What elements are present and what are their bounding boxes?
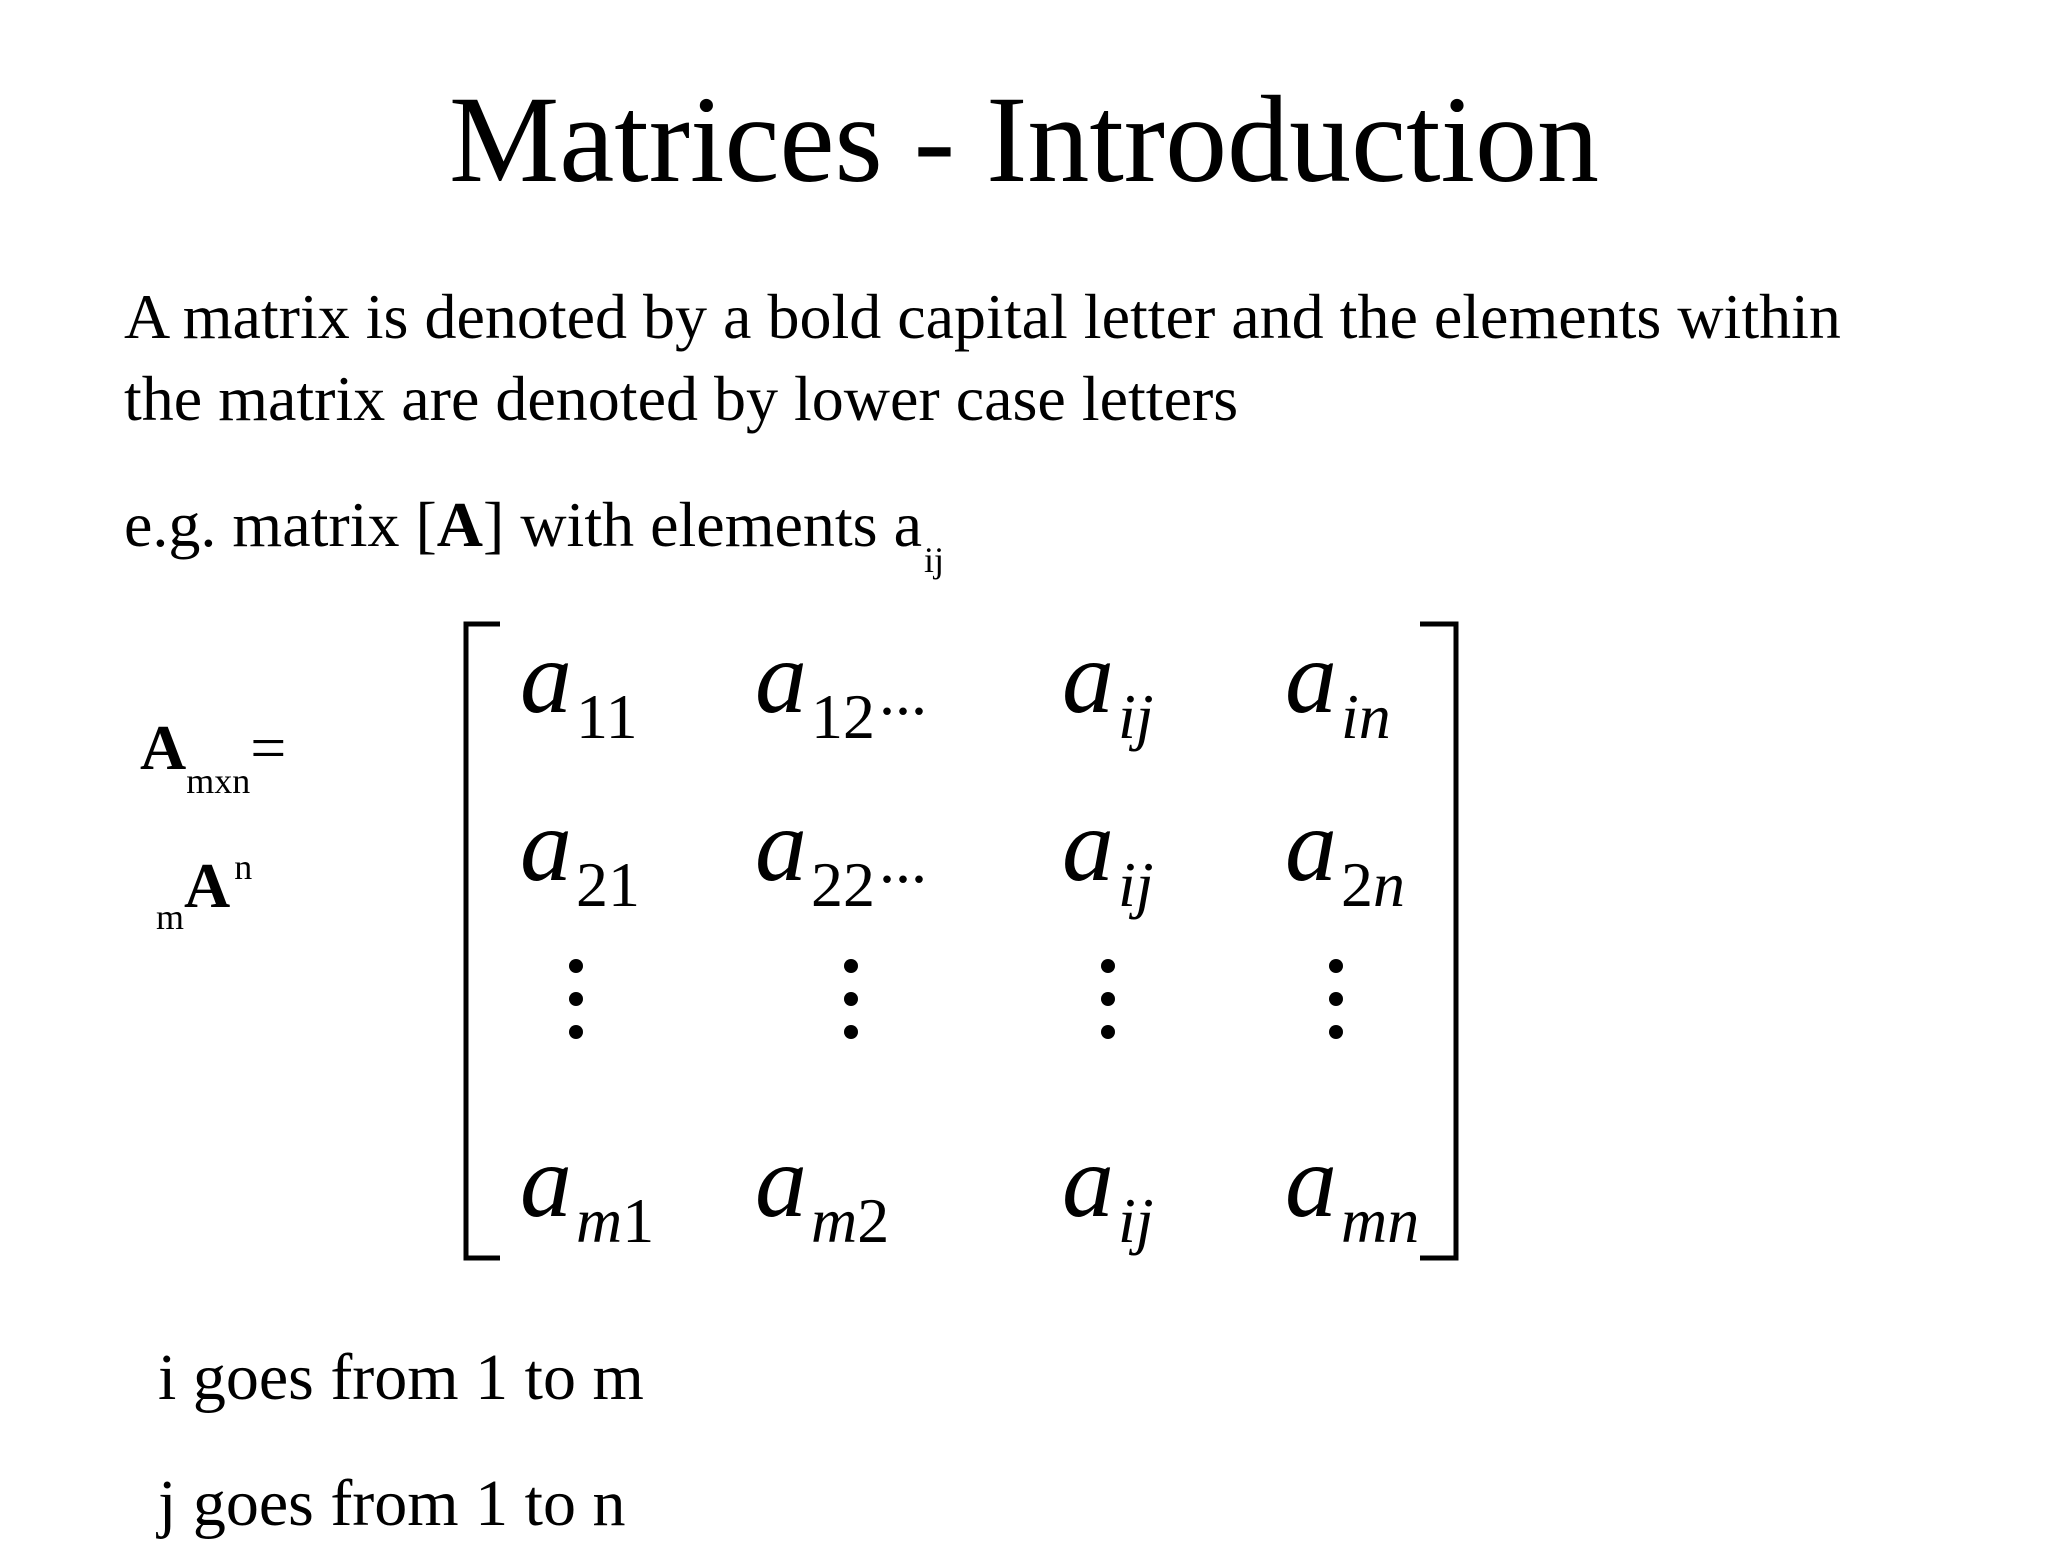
matrix-vertical-dots: [569, 959, 1343, 1039]
matrix-cell-r2-c3: $a_ij$: [1062, 788, 1154, 920]
notation-pre-symbol: A: [184, 850, 231, 921]
matrix-cell-r1-c3: $a_ij$: [1062, 620, 1154, 752]
example-suffix: ] with elements a: [483, 489, 922, 560]
example-prefix: e.g. matrix [: [124, 489, 437, 560]
matrix-cell-r3-c2: $a_m2$: [755, 1124, 890, 1256]
notation-pre-subscript: m: [156, 897, 185, 937]
notation-post-superscript: n: [234, 847, 253, 887]
matrix-left-bracket: [466, 624, 500, 1258]
matrix-vdot-c3-1: [1101, 959, 1115, 973]
notation-mxn-equals: =: [250, 712, 287, 783]
slide-title: Matrices - Introduction: [448, 71, 1600, 208]
matrix-vdot-c4-1: [1329, 959, 1343, 973]
range-j-text: j goes from 1 to n: [158, 1467, 626, 1540]
matrix-vdot-c3-2: [1101, 992, 1115, 1006]
matrix-vdot-c1-2: [569, 992, 583, 1006]
matrix-cell-r3-c4: $a_mn$: [1285, 1124, 1420, 1256]
matrix-cells: [520, 620, 1419, 1256]
example-matrix-symbol: A: [436, 489, 483, 560]
matrix-vdot-c2-2: [844, 992, 858, 1006]
matrix-cell-r1-c2: $a_12^{...}$: [755, 620, 927, 752]
matrix-vdot-c4-3: [1329, 1025, 1343, 1039]
matrix-vdot-c1-1: [569, 959, 583, 973]
matrix-vdot-c2-1: [844, 959, 858, 973]
intro-paragraph: A matrix is denoted by a bold capital letter and the elements within the matrix are denoted by lower case letters: [124, 281, 1841, 434]
matrix-cell-r2-c1: $a_21$: [520, 788, 640, 920]
matrix-cell-r1-c4: $a_in$: [1285, 620, 1391, 752]
matrix-cell-r2-c2: $a_22^{...}$: [755, 788, 927, 920]
range-i-text: i goes from 1 to m: [158, 1341, 644, 1414]
matrix-right-bracket: [1420, 624, 1456, 1258]
matrix-vdot-c2-3: [844, 1025, 858, 1039]
matrix-cell-r3-c1: $a_m1$: [520, 1124, 655, 1256]
notation-mxn-symbol: A: [140, 712, 187, 783]
matrix-cell-r2-c4: $a_2n$: [1285, 788, 1405, 920]
matrix-vdot-c4-2: [1329, 992, 1343, 1006]
notation-mxn-subscript: mxn: [186, 761, 251, 801]
matrix-vdot-c3-3: [1101, 1025, 1115, 1039]
example-subscript: ij: [923, 540, 944, 580]
matrix-cell-r3-c3: $a_ij$: [1062, 1124, 1154, 1256]
matrix-vdot-c1-3: [569, 1025, 583, 1039]
matrix-cell-r1-c1: $a_11$: [520, 620, 638, 752]
